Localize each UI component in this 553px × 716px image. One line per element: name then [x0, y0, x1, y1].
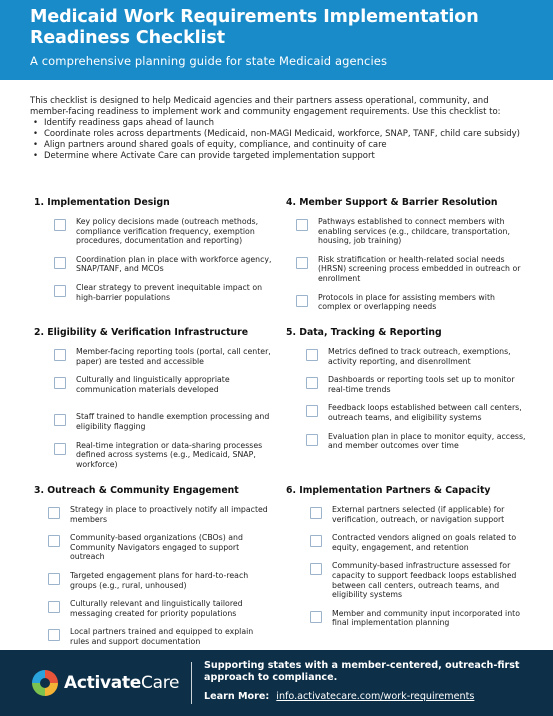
- checklist-item: [296, 293, 526, 312]
- learn-more: Learn More: info.activatecare.com/work-requirements: [204, 691, 475, 702]
- footer-banner: [0, 650, 553, 716]
- page-title: [30, 7, 523, 49]
- checklist-item: [54, 441, 274, 470]
- checklist-item-text: Clear strategy to prevent inequitable impact on high-barrier populations: [76, 282, 263, 302]
- checklist-item: [306, 403, 526, 422]
- page-subtitle: A comprehensive planning guide for state Medicaid agencies: [30, 54, 388, 68]
- section-title: 1. Implementation Design: [34, 197, 170, 208]
- checkbox[interactable]: [54, 257, 66, 269]
- learn-more-label: Learn More: [204, 691, 266, 702]
- checkbox[interactable]: [54, 285, 66, 297]
- checklist-item-text: Local partners trained and equipped to explain rules and support documentation: [70, 627, 254, 646]
- learn-more-link[interactable]: info.activatecare.com/work-requirements: [276, 691, 475, 702]
- checkbox[interactable]: [296, 219, 308, 231]
- checkbox[interactable]: [48, 507, 60, 519]
- checklist-item-text: Coordination plan in place with workforce agency, SNAP/TANF, and MCOs: [76, 254, 272, 274]
- checklist-item-text: Contracted vendors aligned on goals related to equity, engagement, and retention: [332, 533, 517, 552]
- checkbox[interactable]: [310, 563, 322, 575]
- checklist-item-text: Dashboards or reporting tools set up to monitor real-time trends: [328, 375, 515, 394]
- checkbox[interactable]: [48, 535, 60, 547]
- title-line-1: Medicaid Work Requirements Implementation: [30, 7, 479, 27]
- checklist-item-text: Metrics defined to track outreach, exemptions, activity reporting, and disenrollment: [328, 347, 511, 366]
- section-implementation-partners: [286, 485, 526, 637]
- checklist-item: [310, 561, 526, 599]
- checklist-item-text: Member and community input incorporated into final implementation planning: [332, 608, 520, 628]
- checklist-item-text: Protocols in place for assisting members with complex or overlapping needs: [318, 292, 495, 312]
- checkbox[interactable]: [54, 219, 66, 231]
- checkbox[interactable]: [48, 601, 60, 613]
- checklist-item: [54, 412, 274, 431]
- checkbox[interactable]: [54, 377, 66, 389]
- checklist-item-text: Member-facing reporting tools (portal, call center, paper) are tested and accessible: [76, 347, 271, 366]
- checklist-item: [54, 375, 274, 394]
- checklist-item: [306, 432, 526, 451]
- checklist-item: [48, 627, 274, 646]
- intro-section: [30, 96, 525, 162]
- checkbox[interactable]: [310, 507, 322, 519]
- checklist-item-text: Risk stratification or health-related social needs (HRSN) screening process embedded in outreach or enrollment: [318, 254, 521, 283]
- checklist-item-text: Culturally and linguistically appropriate communication materials developed: [76, 375, 230, 394]
- ring-hole: [40, 678, 50, 688]
- title-line-2: Readiness Checklist: [30, 28, 225, 48]
- section-implementation-design: [34, 197, 274, 311]
- logo-text: [64, 673, 179, 693]
- checklist-item: [48, 533, 274, 562]
- checkbox[interactable]: [306, 349, 318, 361]
- checklist-item: [296, 217, 526, 246]
- section-title: 3. Outreach & Community Engagement: [34, 485, 239, 496]
- checkbox[interactable]: [296, 295, 308, 307]
- intro-text: This checklist is designed to help Medicaid agencies and their partners assess operational, community, and member-facing readiness to implement work and community engagement requirements. Use this checklist to:: [30, 96, 501, 117]
- checkbox[interactable]: [54, 349, 66, 361]
- section-eligibility-verification: [34, 327, 274, 478]
- checklist-item-text: Community-based infrastructure assessed for capacity to support feedback loops established between call centers, outreach teams, and eligibility systems: [332, 561, 517, 600]
- intro-bullet: • Align partners around shared goals of equity, compliance, and continuity of care: [30, 140, 525, 151]
- checklist-item: [54, 255, 274, 274]
- checklist-item-text: Pathways established to connect members with enabling services (e.g., childcare, transportation, housing, job training): [318, 217, 510, 246]
- checkbox[interactable]: [54, 443, 66, 455]
- section-member-support: [286, 197, 526, 321]
- section-title: 6. Implementation Partners & Capacity: [286, 485, 491, 496]
- checklist-item-text: External partners selected (if applicable) for verification, outreach, or navigation support: [332, 505, 505, 524]
- intro-bullet-list: [30, 118, 525, 162]
- checklist-item: [48, 571, 274, 590]
- checklist-item: [310, 609, 526, 628]
- checklist-item: [54, 217, 274, 246]
- footer-tagline: Supporting states with a member-centered, outreach-first approach to compliance.: [204, 660, 520, 683]
- checkbox[interactable]: [310, 611, 322, 623]
- section-title: 4. Member Support & Barrier Resolution: [286, 197, 498, 208]
- checklist-item-text: Evaluation plan in place to monitor equity, access, and member outcomes over time: [328, 431, 526, 451]
- checklist-item-text: Strategy in place to proactively notify all impacted members: [70, 505, 268, 524]
- checklist-item: [48, 599, 274, 618]
- activate-care-logo: [32, 670, 179, 696]
- checklist-item: [54, 347, 274, 366]
- checklist-item-text: Real-time integration or data-sharing processes defined across systems (e.g., Medicaid, SNAP, workforce): [76, 440, 263, 469]
- checklist-item-text: Feedback loops established between call centers, outreach teams, and eligibility systems: [328, 403, 522, 422]
- section-outreach-engagement: [34, 485, 274, 656]
- checkbox[interactable]: [306, 377, 318, 389]
- section-data-tracking: [286, 327, 526, 460]
- footer-divider: [191, 662, 192, 704]
- checkbox[interactable]: [306, 405, 318, 417]
- checklist-item-text: Community-based organizations (CBOs) and Community Navigators engaged to support outreach: [70, 533, 243, 562]
- checkbox[interactable]: [306, 434, 318, 446]
- checkbox[interactable]: [54, 414, 66, 426]
- checklist-item: [310, 505, 526, 524]
- section-title: 5. Data, Tracking & Reporting: [286, 327, 442, 338]
- checklist-item-text: Staff trained to handle exemption processing and eligibility flagging: [76, 412, 270, 431]
- logo-word-care: Care: [141, 673, 180, 693]
- checklist-item: [296, 255, 526, 284]
- checklist-item: [306, 375, 526, 394]
- checklist-item-text: Targeted engagement plans for hard-to-reach groups (e.g., rural, unhoused): [70, 570, 249, 590]
- checklist-item: [310, 533, 526, 552]
- checklist-item: [306, 347, 526, 366]
- section-title: 2. Eligibility & Verification Infrastructure: [34, 327, 249, 338]
- checkbox[interactable]: [296, 257, 308, 269]
- logo-word-activate: Activate: [64, 673, 141, 693]
- checklist-item-text: Culturally relevant and linguistically tailored messaging created for priority populations: [70, 599, 243, 618]
- activate-care-ring-icon: [32, 670, 58, 696]
- intro-bullet: • Identify readiness gaps ahead of launch: [30, 118, 525, 129]
- checklist-item: [48, 505, 274, 524]
- checklist-item-text: Key policy decisions made (outreach methods, compliance verification frequency, exemption procedures, documentation and reporting): [76, 217, 259, 246]
- header-banner: [0, 0, 553, 80]
- checkbox[interactable]: [48, 573, 60, 585]
- checklist-item: [54, 283, 274, 302]
- checkbox[interactable]: [310, 535, 322, 547]
- checkbox[interactable]: [48, 629, 60, 641]
- intro-bullet: • Determine where Activate Care can provide targeted implementation support: [30, 151, 525, 162]
- intro-bullet: • Coordinate roles across departments (Medicaid, non-MAGI Medicaid, workforce, SNAP, TANF, child care subsidy): [30, 129, 525, 140]
